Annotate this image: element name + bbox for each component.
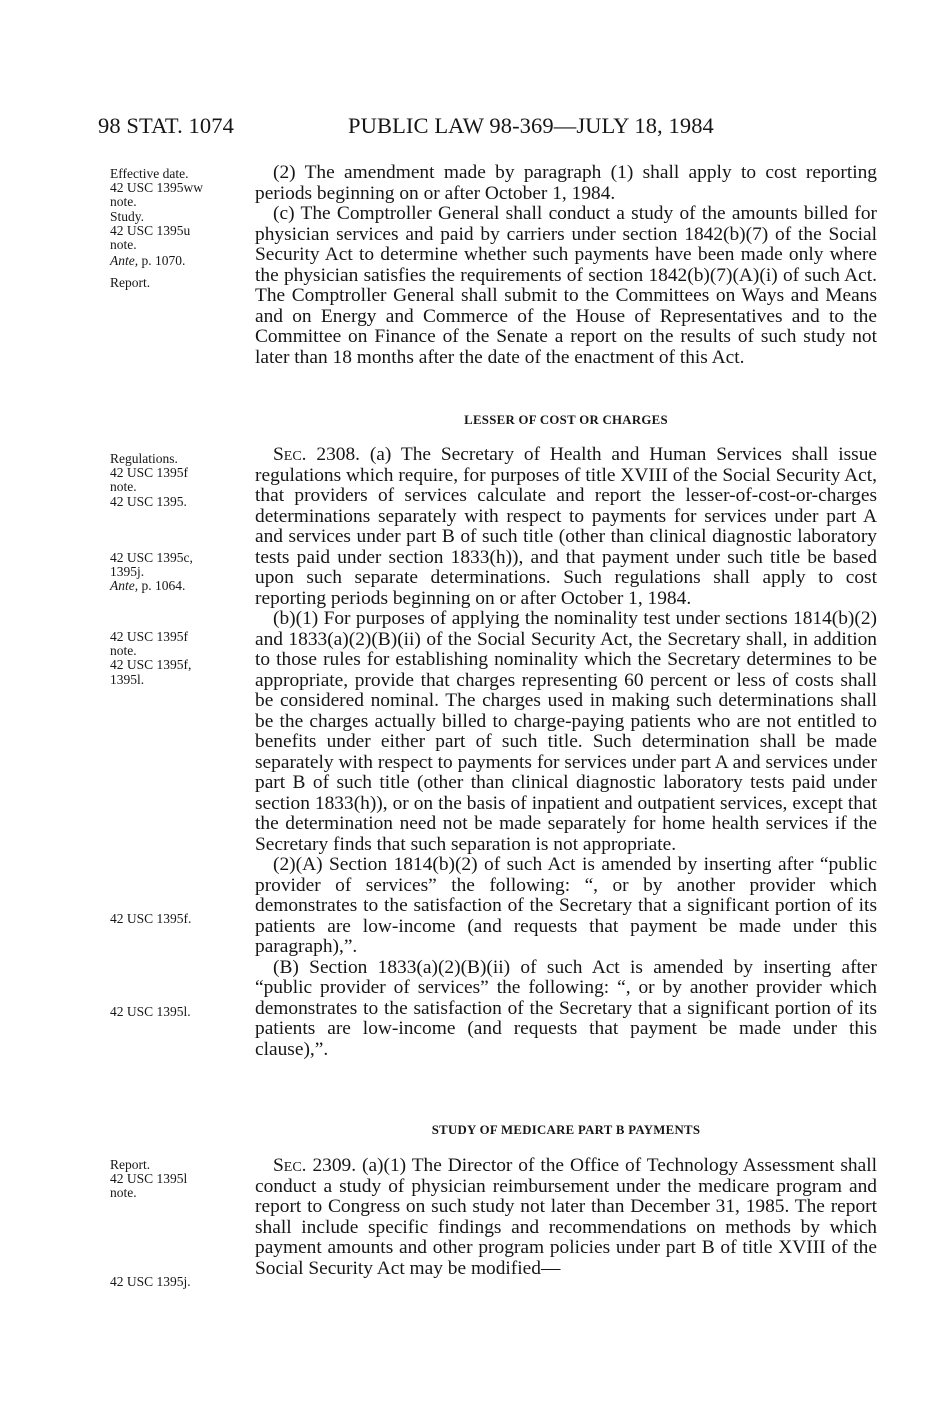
body-block-3 xyxy=(255,1156,877,1279)
statute-page-number: 98 STAT. 1074 xyxy=(98,113,234,138)
margin-note: 42 USC 1395l xyxy=(110,1171,188,1187)
section-label: Sec. xyxy=(273,444,307,465)
margin-note-group-8 xyxy=(110,1275,250,1289)
margin-note: 42 USC 1395l. xyxy=(110,1004,191,1019)
margin-note: Report. xyxy=(110,1157,151,1172)
paragraph: (c) The Comptroller General shall conduct a study of the amounts billed for physician services and paid by carriers under section 1842(b)(7) of the Social Security Act to determine whether such payments have been made only where the physician satisfies the requirements of section 1842(b)(7)(A)(i) of such Act. The Comptroller General shall submit to the Committees on Ways and Means and on Energy and Commerce of the House of Representatives and to the Committee on Finance of the Senate a report on the results of such study not later than 18 months after the date of the enactment of this Act. xyxy=(255,203,877,368)
margin-note: Report. xyxy=(110,275,151,291)
margin-note: Study. xyxy=(110,208,145,224)
section-heading: LESSER OF COST OR CHARGES xyxy=(464,413,668,427)
margin-note: 42 USC 1395c, xyxy=(110,550,193,565)
body-block-1 xyxy=(255,163,877,368)
margin-note: 42 USC 1395j. xyxy=(110,1274,191,1289)
section-label: Sec. xyxy=(273,1155,307,1176)
margin-note: 42 USC 1395. xyxy=(110,493,187,509)
margin-note: 42 USC 1395f xyxy=(110,629,189,644)
paragraph: (2) The amendment made by paragraph (1) shall apply to cost reporting periods beginning on or after October 1, 1984. xyxy=(255,162,877,204)
margin-note: 42 USC 1395f, xyxy=(110,657,192,673)
margin-note-group-3 xyxy=(110,551,250,594)
margin-note-group-5 xyxy=(110,912,250,926)
margin-note: 42 USC 1395ww xyxy=(110,180,204,196)
margin-note: note. xyxy=(110,1185,137,1201)
paragraph: (B) Section 1833(a)(2)(B)(ii) of such Act is amended by inserting after “public provider of services” the following: “, or by another provider which demonstrates to the satisfaction of the Secretary that a significant portion of its patients are low-income (and requests that payment be made under this clause),”. xyxy=(255,956,877,1060)
margin-note: Ante, p. 1070. xyxy=(110,253,186,269)
margin-note-group-1 xyxy=(110,167,250,291)
margin-note: Ante, p. 1064. xyxy=(110,578,186,594)
margin-note: 1395l. xyxy=(110,671,145,687)
margin-note-group-7 xyxy=(110,1158,250,1201)
margin-note: note. xyxy=(110,643,137,659)
margin-note: Regulations. xyxy=(110,451,178,466)
margin-note: 42 USC 1395f xyxy=(110,465,189,481)
paragraph: Sec. 2308. (a) The Secretary of Health and Human Services shall issue regulations which require, for purposes of title XVIII of the Social Security Act, that providers of services calculate and report the lesser-of-cost-or-charges determinations separately with respect to payments for services under part A and services under part B of such title (other than clinical diagnostic laboratory tests paid under section 1833(h)), and that payment under such title be based upon such separate determinations. Such regulations shall apply to cost reporting periods beginning on or after October 1, 1984. xyxy=(255,444,877,609)
margin-note-group-2 xyxy=(110,452,250,509)
public-law-title: PUBLIC LAW 98-369—JULY 18, 1984 xyxy=(348,113,714,138)
paragraph: (b)(1) For purposes of applying the nominality test under sections 1814(b)(2) and 1833(a)(2)(B)(ii) of the Social Security Act, the Secretary shall, in addition to those rules for establishing nominality which the Secretary determines to be appropriate, provide that charges representing 60 percent or less of costs shall be considered nominal. The charges used in making such determinations shall be the charges actually billed to charge-paying patients who are not entitled to benefits under either part of such title. Such determination shall be made separately with respect to payments for services under part A and services under part B of such title (other than clinical diagnostic laboratory tests paid under section 1833(h)), or on the basis of inpatient and outpatient services, except that the determination need not be made separately for home health services if the Secretary finds that such separation is not appropriate. xyxy=(255,608,877,855)
body-block-2 xyxy=(255,445,877,1060)
margin-note-group-6 xyxy=(110,1005,250,1019)
margin-note: 42 USC 1395f. xyxy=(110,911,192,926)
margin-note: note. xyxy=(110,479,137,495)
page-header xyxy=(98,113,778,145)
paragraph: (2)(A) Section 1814(b)(2) of such Act is amended by inserting after “public provider of services” the following: “, or by another provider which demonstrates to the satisfaction of the Secretary that a significant portion of its patients are low-income (and requests that payment be made under this paragraph),”. xyxy=(255,854,877,957)
margin-note-group-4 xyxy=(110,630,250,687)
margin-note: note. xyxy=(110,194,137,210)
paragraph: Sec. 2309. (a)(1) The Director of the Office of Technology Assessment shall conduct a study of physician reimbursement under the medicare program and report to Congress on such study not later than December 31, 1985. The report shall include specific findings and recommendations on methods by which payment amounts and other program policies under part B of title XVIII of the Social Security Act may be modified— xyxy=(255,1155,877,1279)
margin-note: Effective date. xyxy=(110,166,189,181)
margin-note: note. xyxy=(110,237,137,253)
margin-note: 1395j. xyxy=(110,564,145,580)
section-heading: STUDY OF MEDICARE PART B PAYMENTS xyxy=(431,1123,701,1137)
margin-note: 42 USC 1395u xyxy=(110,222,191,238)
